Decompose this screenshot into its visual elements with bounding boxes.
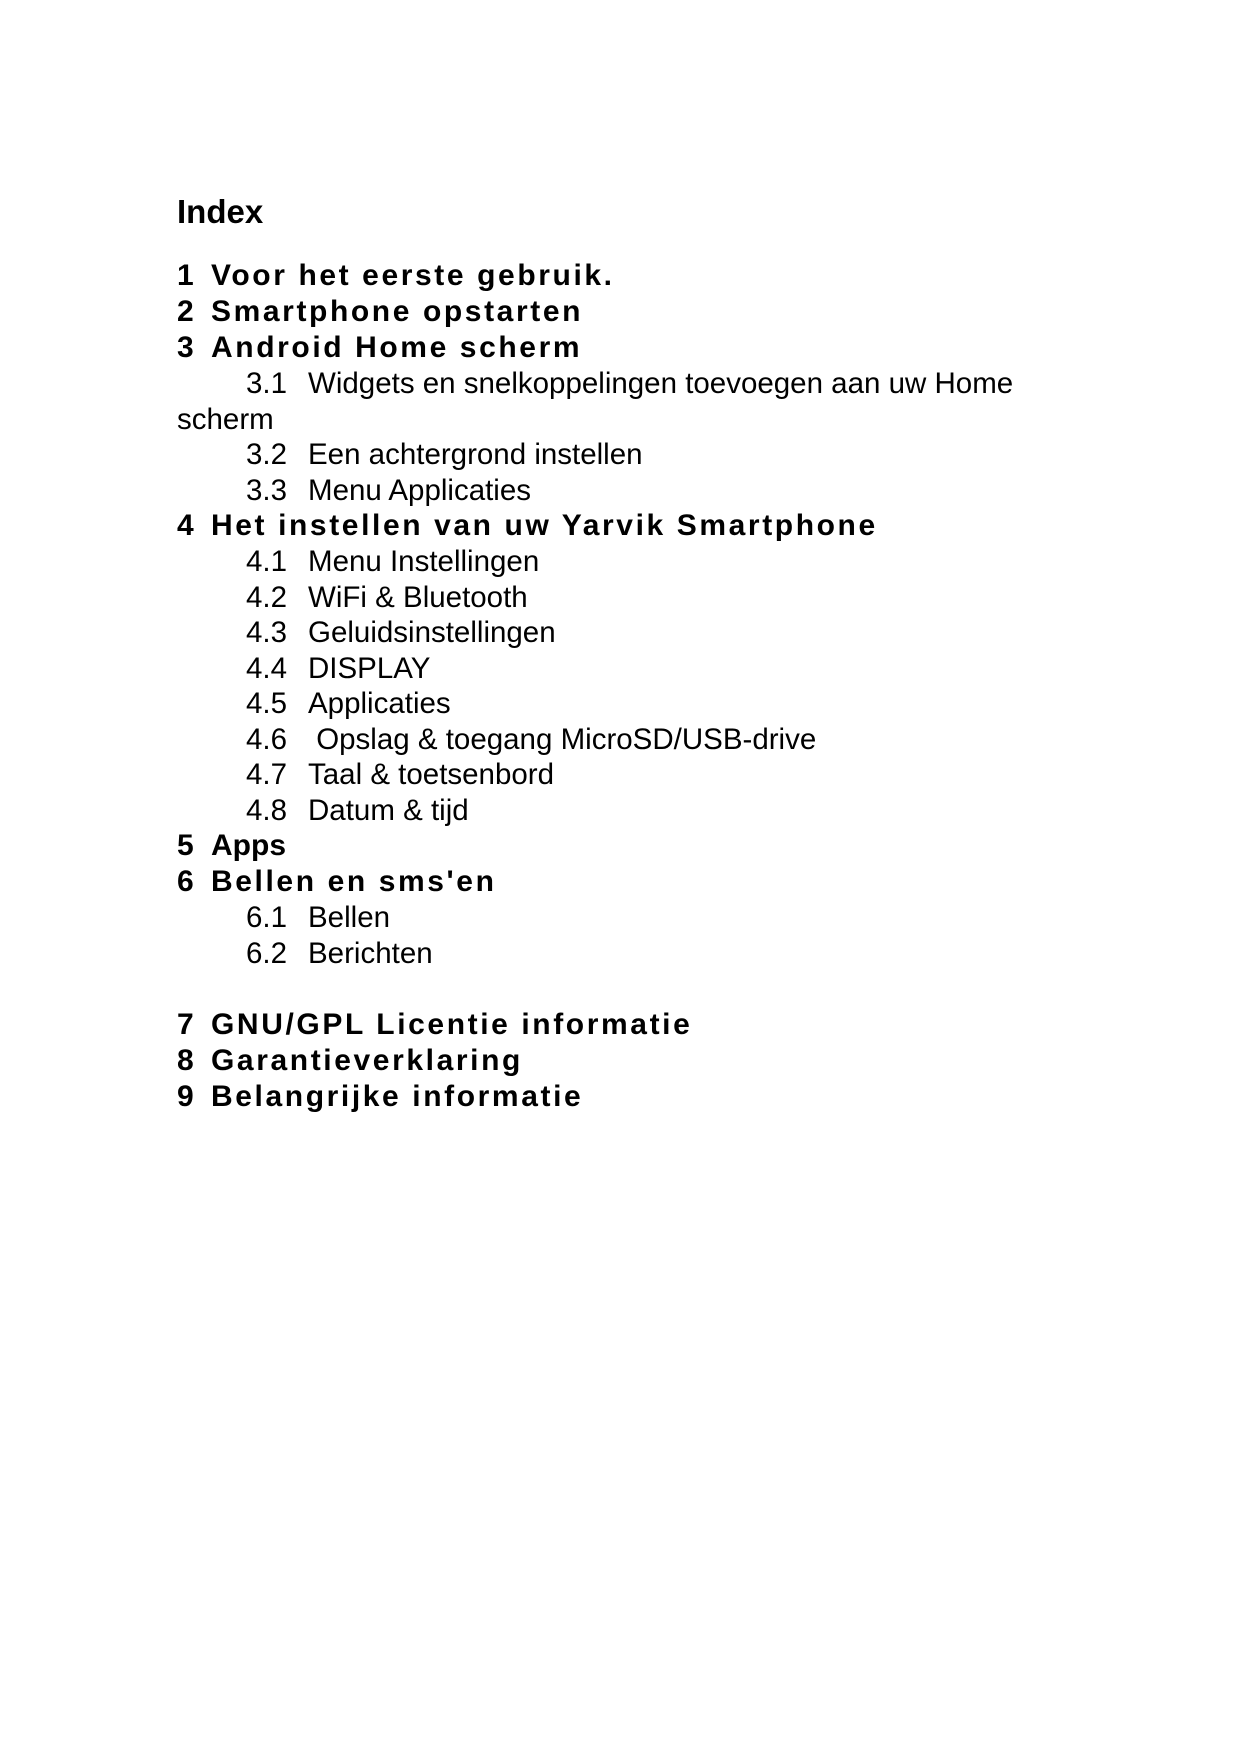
toc-section-4-1 — [177, 544, 1077, 580]
toc-chapter-7 — [177, 1007, 1077, 1043]
toc-label: Android Home scherm — [211, 331, 583, 364]
toc-label: Belangrijke informatie — [211, 1080, 584, 1113]
toc-chapter-9 — [177, 1079, 1077, 1115]
toc-label: Het instellen van uw Yarvik Smartphone — [211, 509, 878, 542]
toc-label: Datum & tijd — [308, 793, 469, 827]
toc-label: Bellen en sms'en — [211, 865, 497, 898]
toc-section-4-5 — [177, 686, 1077, 722]
toc-section-4-2 — [177, 580, 1077, 616]
toc-label: Garantieverklaring — [211, 1044, 523, 1077]
toc-section-3-3 — [177, 473, 1077, 509]
toc-label: Applicaties — [308, 687, 451, 720]
toc-label: Voor het eerste gebruik. — [211, 259, 615, 292]
toc-section-6-2 — [177, 936, 1077, 972]
toc-number: 4.8 — [246, 793, 288, 827]
toc-label: Smartphone opstarten — [211, 295, 584, 328]
toc-number: 2 — [177, 295, 194, 328]
toc-section-3-1 — [177, 366, 1077, 437]
toc-number: 3.2 — [246, 438, 288, 471]
toc-label: Menu Instellingen — [308, 545, 540, 578]
toc-chapter-8 — [177, 1043, 1077, 1079]
spacer — [177, 971, 1077, 1007]
toc-label: Apps — [211, 829, 286, 862]
toc-chapter-1 — [177, 258, 1077, 294]
table-of-contents — [177, 258, 1077, 1115]
toc-chapter-3 — [177, 330, 1077, 366]
toc-chapter-4 — [177, 508, 1077, 544]
toc-section-4-7 — [177, 757, 1077, 793]
toc-number: 4.6 — [246, 722, 288, 756]
toc-section-4-3 — [177, 615, 1077, 651]
toc-label: Geluidsinstellingen — [308, 616, 556, 649]
toc-number: 4.7 — [246, 758, 288, 791]
toc-number: 4.2 — [246, 580, 288, 614]
toc-chapter-2 — [177, 294, 1077, 330]
toc-chapter-6 — [177, 864, 1077, 900]
toc-number: 8 — [177, 1044, 194, 1077]
toc-number: 4.4 — [246, 651, 288, 685]
toc-number: 3.3 — [246, 473, 288, 507]
toc-section-6-1 — [177, 900, 1077, 936]
toc-number: 3 — [177, 331, 194, 364]
toc-number: 5 — [177, 829, 194, 862]
toc-number: 3.1 — [246, 367, 288, 400]
toc-label: DISPLAY — [308, 651, 431, 685]
toc-section-4-8 — [177, 793, 1077, 829]
toc-number: 4.5 — [246, 687, 288, 720]
toc-label: Widgets en snelkoppelingen toevoegen aan uw Home — [308, 367, 1014, 400]
toc-chapter-5 — [177, 828, 1077, 864]
toc-number: 6.2 — [246, 936, 288, 970]
toc-number: 9 — [177, 1080, 194, 1113]
toc-label: Bellen — [308, 901, 391, 934]
toc-number: 6.1 — [246, 901, 288, 934]
toc-label: Berichten — [308, 936, 433, 970]
toc-section-3-2 — [177, 437, 1077, 473]
toc-number: 4.3 — [246, 616, 288, 649]
toc-label: WiFi & Bluetooth — [308, 580, 528, 614]
toc-label: GNU/GPL Licentie informatie — [211, 1008, 693, 1041]
toc-section-4-6 — [177, 722, 1077, 758]
toc-label: Een achtergrond instellen — [308, 438, 643, 471]
toc-label: Opslag & toegang MicroSD/USB-drive — [308, 722, 817, 756]
index-title: Index — [177, 193, 264, 230]
toc-label: Taal & toetsenbord — [308, 758, 554, 791]
toc-number: 4.1 — [246, 545, 288, 578]
toc-number: 1 — [177, 259, 194, 292]
toc-label-continued: scherm — [177, 402, 274, 436]
toc-number: 7 — [177, 1008, 194, 1041]
toc-label: Menu Applicaties — [308, 473, 532, 507]
toc-section-4-4 — [177, 651, 1077, 687]
toc-number: 4 — [177, 509, 194, 542]
toc-number: 6 — [177, 865, 194, 898]
